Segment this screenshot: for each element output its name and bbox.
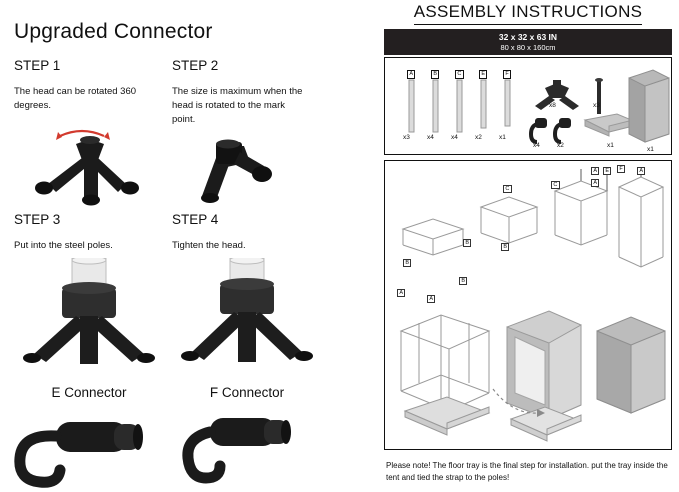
part-qty-e: x2 — [475, 134, 482, 141]
page-title: Upgraded Connector — [14, 20, 213, 43]
step-2-title: STEP 2 — [172, 58, 219, 73]
diagram-label-a-2: A — [427, 295, 435, 303]
step-1-desc: The head can be rotated 360 degrees. — [14, 86, 137, 111]
step-3-illustration — [14, 258, 164, 370]
assembly-title: ASSEMBLY INSTRUCTIONS — [413, 2, 643, 21]
parts-list-box — [384, 57, 672, 155]
part-qty-f: x1 — [499, 134, 506, 141]
accessory-qty-2: x3 — [593, 102, 600, 109]
connector-e — [14, 385, 174, 408]
accessory-qty-1: x8 — [549, 102, 556, 109]
part-qty-c: x4 — [451, 134, 458, 141]
part-label-f: F — [503, 70, 511, 79]
step-4-title: STEP 4 — [172, 212, 219, 227]
step-1-illustration — [14, 118, 164, 208]
title-underline — [414, 24, 642, 25]
part-label-b: B — [431, 70, 439, 79]
right-panel — [378, 0, 678, 492]
connector-f-title: F Connector — [209, 385, 285, 400]
footer-note: Please note! The floor tray is the final step for installation. put the tray inside the tent and tied the strap to the poles! — [386, 461, 668, 482]
connector-f-illustration — [168, 408, 328, 488]
diagram-label-a-3: A — [591, 167, 599, 175]
diagram-label-c-1: C — [503, 185, 512, 193]
step-4-desc: Tighten the head. — [172, 240, 246, 251]
diagram-label-e-1: E — [603, 167, 611, 175]
step-2 — [172, 58, 332, 126]
step-3 — [14, 212, 174, 253]
part-label-e: E — [479, 70, 487, 79]
connector-e-title: E Connector — [51, 385, 127, 400]
size-inches: 32 x 32 x 63 IN — [498, 32, 558, 42]
step-3-desc: Put into the steel poles. — [14, 240, 113, 251]
diagram-label-a-1: A — [397, 289, 405, 297]
part-qty-b: x4 — [427, 134, 434, 141]
diagram-label-c-2: C — [551, 181, 560, 189]
size-centimeters: 80 x 80 x 160cm — [500, 43, 556, 53]
step-4 — [172, 212, 332, 253]
part-label-a: A — [407, 70, 415, 79]
accessory-qty-4: x2 — [557, 142, 564, 149]
step-2-illustration — [172, 118, 322, 208]
diagram-label-f-1: F — [617, 165, 625, 173]
connector-f — [172, 385, 332, 408]
accessory-qty-6: x1 — [647, 146, 654, 153]
step-1-title: STEP 1 — [14, 58, 61, 73]
step-1 — [14, 58, 174, 113]
accessory-qty-5: x1 — [607, 142, 614, 149]
size-banner — [384, 29, 672, 55]
part-label-c: C — [455, 70, 464, 79]
step-2-desc: The size is maximum when the head is rotated to the mark point. — [172, 86, 303, 125]
diagram-label-b-2: B — [463, 239, 471, 247]
connector-e-illustration — [10, 408, 170, 488]
diagram-label-a-4: A — [637, 167, 645, 175]
diagram-label-b-1: B — [403, 259, 411, 267]
diagram-label-a-5: A — [591, 179, 599, 187]
diagram-label-b-4: B — [501, 243, 509, 251]
diagram-label-b-3: B — [459, 277, 467, 285]
accessory-qty-3: x4 — [533, 142, 540, 149]
assembly-steps-box — [384, 160, 672, 450]
step-4-illustration — [172, 258, 322, 370]
part-qty-a: x3 — [403, 134, 410, 141]
assembly-illustration — [385, 161, 671, 449]
step-3-title: STEP 3 — [14, 212, 61, 227]
